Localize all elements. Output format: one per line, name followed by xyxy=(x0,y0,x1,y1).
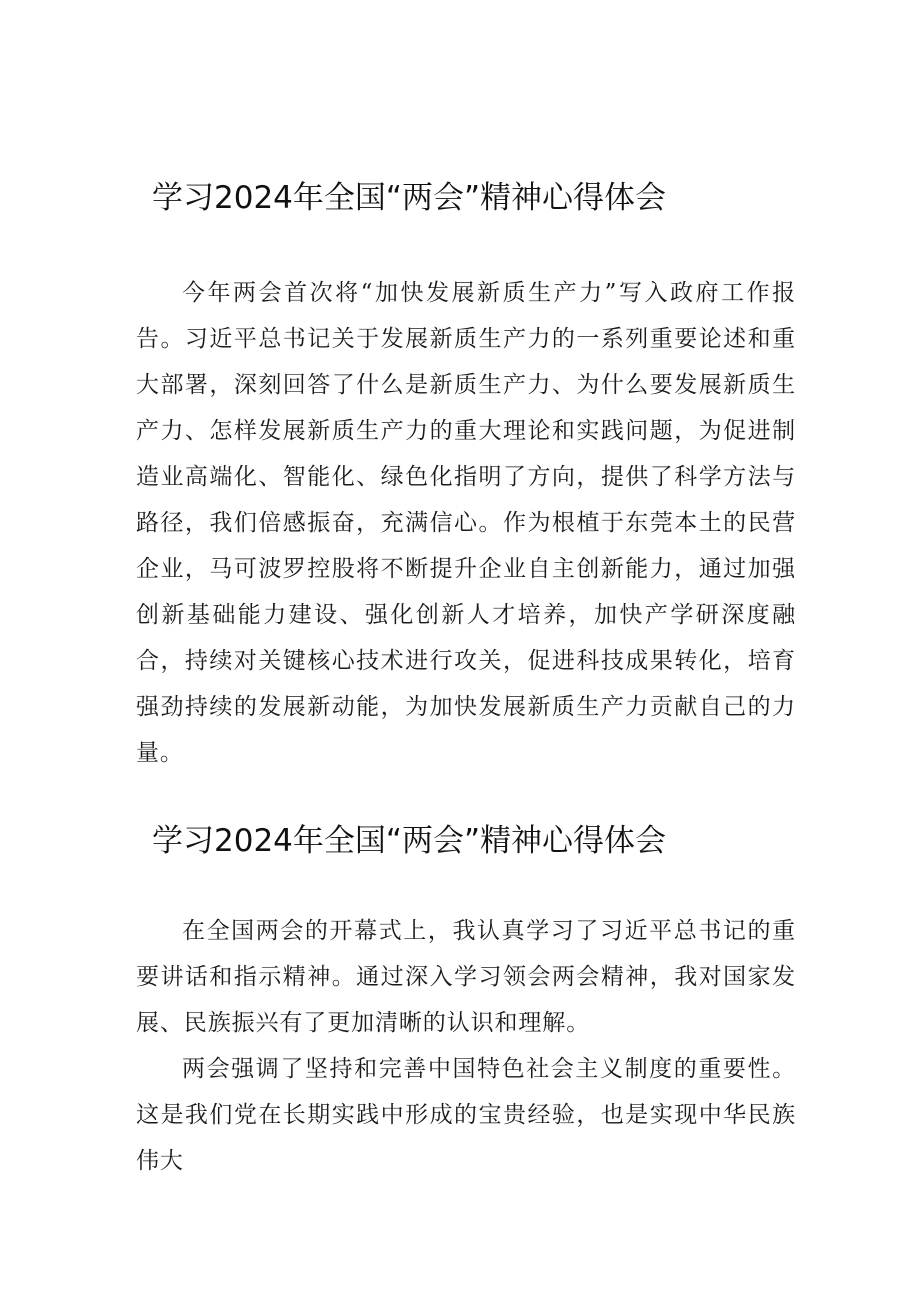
section-body xyxy=(136,908,796,1184)
body-paragraph: 在全国两会的开幕式上，我认真学习了习近平总书记的重要讲话和指示精神。通过深入学习领会两会精神，我对国家发展、民族振兴有了更加清晰的认识和理解。 xyxy=(136,918,796,1036)
section-body xyxy=(136,270,796,776)
section-title: 学习2024年全国“两会”精神心得体会 xyxy=(152,823,667,859)
section-title: 学习2024年全国“两会”精神心得体会 xyxy=(152,180,667,216)
body-paragraph: 今年两会首次将“加快发展新质生产力”写入政府工作报告。习近平总书记关于发展新质生产力的一系列重要论述和重大部署，深刻回答了什么是新质生产力、为什么要发展新质生产力、怎样发展新质生产力的重大理论和实践问题，为促进制造业高端化、智能化、绿色化指明了方向，提供了科学方法与路径，我们倍感振奋，充满信心。作为根植于东莞本土的民营企业，马可波罗控股将不断提升企业自主创新能力，通过加强创新基础能力建设、强化创新人才培养，加快产学研深度融合，持续对关键核心技术进行攻关，促进科技成果转化，培育强劲持续的发展新动能，为加快发展新质生产力贡献自己的力量。 xyxy=(136,280,796,766)
body-paragraph: 两会强调了坚持和完善中国特色社会主义制度的重要性。这是我们党在长期实践中形成的宝贵经验，也是实现中华民族伟大 xyxy=(136,1056,796,1174)
